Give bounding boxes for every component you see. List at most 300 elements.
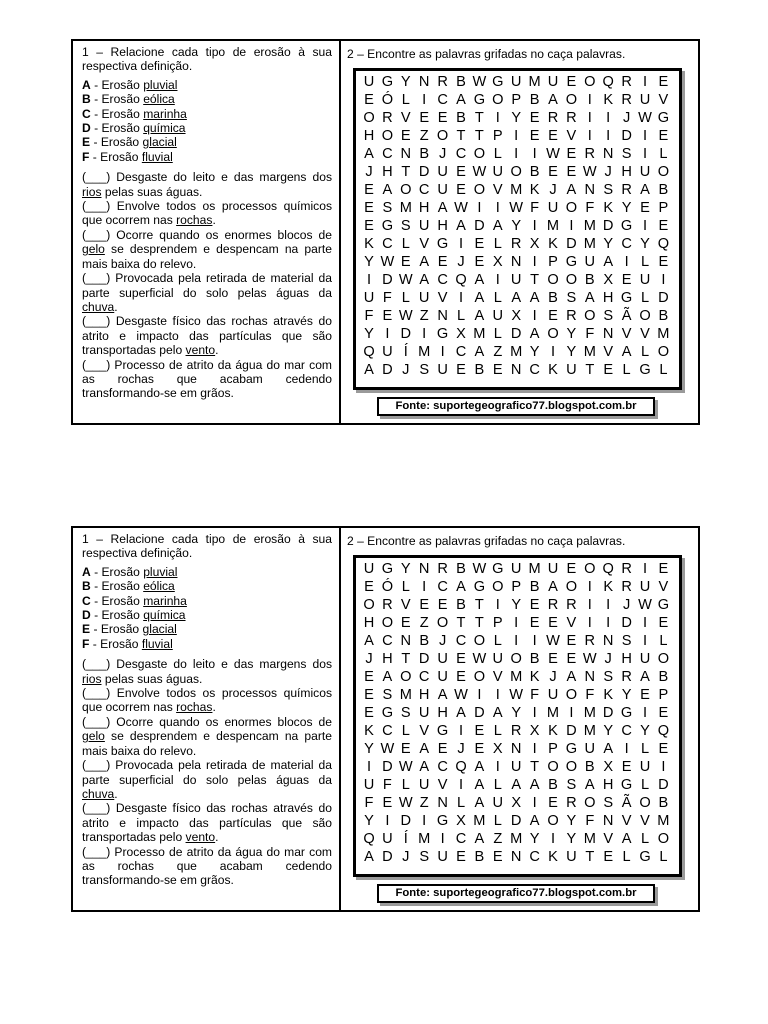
grid-letter: S: [603, 795, 614, 811]
grid-letter: A: [364, 146, 374, 162]
erosion-type-word: química: [143, 121, 186, 136]
grid-letter: Ã: [621, 795, 632, 811]
grid-letter: D: [382, 272, 393, 288]
grid-letter: G: [565, 254, 578, 270]
grid-letter: Y: [364, 254, 374, 270]
definition-item: [82, 228, 332, 271]
grid-letter: M: [583, 705, 596, 721]
grid-letter: O: [473, 182, 486, 198]
erosion-type-item: E - Erosão glacial: [82, 135, 177, 150]
grid-letter: Ó: [381, 92, 394, 108]
grid-letter: E: [437, 110, 448, 126]
grid-letter: T: [474, 128, 484, 144]
grid-letter: E: [400, 254, 411, 270]
grid-letter: B: [658, 795, 669, 811]
grid-letter: R: [382, 110, 393, 126]
grid-letter: P: [492, 128, 503, 144]
grid-letter: L: [640, 290, 650, 306]
grid-letter: E: [437, 741, 448, 757]
grid-letter: I: [422, 92, 427, 108]
grid-letter: T: [401, 164, 411, 180]
grid-letter: I: [642, 218, 648, 234]
grid-letter: V: [492, 182, 503, 198]
grid-letter: T: [401, 651, 411, 667]
grid-letter: B: [456, 561, 466, 577]
grid-letter: I: [532, 705, 537, 721]
erosion-type-prefix: Erosão: [101, 77, 140, 92]
erosion-type-letter: D: [82, 121, 91, 136]
grid-letter: K: [603, 200, 614, 216]
grid-letter: P: [492, 615, 503, 631]
grid-letter: N: [418, 561, 430, 577]
grid-letter: A: [603, 741, 614, 757]
grid-letter: E: [548, 164, 558, 180]
erosion-type-letter: F: [82, 636, 90, 651]
grid-letter: S: [400, 218, 411, 234]
grid-letter: L: [640, 777, 650, 793]
grid-letter: A: [437, 200, 448, 216]
definition-item: [82, 686, 332, 715]
grid-letter: Ó: [381, 579, 394, 595]
grid-letter: E: [364, 218, 374, 234]
grid-letter: E: [529, 615, 540, 631]
grid-letter: M: [546, 218, 560, 234]
definition-item: [82, 715, 332, 758]
grid-letter: E: [456, 651, 466, 667]
grid-letter: A: [492, 705, 503, 721]
grid-letter: N: [584, 182, 596, 198]
grid-letter: K: [603, 92, 614, 108]
grid-letter: T: [585, 362, 595, 378]
grid-letter: E: [456, 362, 466, 378]
grid-letter: R: [621, 74, 632, 90]
grid-letter: V: [640, 813, 650, 829]
grid-letter: D: [658, 290, 669, 306]
grid-letter: F: [382, 777, 392, 793]
grid-letter: F: [585, 687, 595, 703]
grid-letter: Ã: [621, 308, 632, 324]
grid-letter: I: [587, 110, 592, 126]
grid-letter: K: [548, 849, 558, 865]
grid-letter: U: [363, 74, 375, 90]
erosion-type-letter: C: [82, 106, 91, 121]
grid-letter: G: [436, 236, 449, 252]
grid-letter: M: [583, 344, 596, 360]
grid-letter: O: [584, 561, 596, 577]
grid-letter: V: [621, 813, 632, 829]
grid-letter: L: [401, 777, 410, 793]
word-search-grid: [353, 68, 682, 390]
grid-letter: Y: [529, 344, 540, 360]
grid-letter: O: [473, 633, 486, 649]
grid-letter: I: [514, 633, 519, 649]
grid-letter: L: [401, 579, 410, 595]
grid-letter: T: [474, 597, 484, 613]
grid-letter: I: [532, 254, 537, 270]
grid-letter: B: [529, 579, 540, 595]
grid-letter: W: [546, 633, 560, 649]
grid-letter: J: [402, 849, 410, 865]
answer-blank: (___): [82, 314, 111, 329]
grid-letter: I: [514, 128, 519, 144]
definition-text-end: .: [212, 700, 216, 715]
grid-letter: E: [419, 110, 430, 126]
grid-letter: M: [528, 74, 541, 90]
grid-letter: B: [456, 74, 466, 90]
definition-text: Desgaste físico das rochas através do atrito e impacto das partículas que são transportadas pelo: [82, 314, 332, 358]
grid-letter: O: [400, 669, 412, 685]
grid-letter: W: [454, 687, 468, 703]
answer-blank: (___): [82, 199, 111, 214]
answer-blank: (___): [82, 686, 111, 701]
grid-letter: H: [363, 615, 375, 631]
grid-letter: L: [401, 723, 410, 739]
highlighted-word: rios: [82, 184, 102, 199]
grid-letter: O: [657, 651, 670, 667]
erosion-type-prefix: Erosão: [101, 106, 140, 121]
grid-letter: N: [510, 254, 522, 270]
grid-letter: C: [437, 92, 448, 108]
definitions-list: [82, 170, 332, 401]
grid-letter: I: [550, 831, 556, 847]
grid-letter: Y: [529, 831, 540, 847]
grid-letter: C: [529, 849, 540, 865]
grid-letter: E: [658, 254, 669, 270]
grid-letter: M: [418, 344, 431, 360]
definition-item: [82, 170, 332, 199]
grid-letter: Y: [511, 218, 522, 234]
grid-letter: E: [437, 254, 448, 270]
grid-letter: H: [602, 290, 614, 306]
grid-letter: P: [658, 200, 669, 216]
grid-letter: B: [529, 164, 540, 180]
grid-letter: F: [382, 290, 392, 306]
grid-letter: J: [438, 633, 447, 649]
grid-letter: T: [456, 128, 466, 144]
grid-letter: K: [529, 182, 540, 198]
erosion-type-word: fluvial: [141, 149, 173, 164]
grid-letter: D: [382, 849, 393, 865]
grid-letter: K: [603, 687, 614, 703]
grid-letter: E: [548, 651, 558, 667]
definition-item: [82, 358, 332, 401]
grid-letter: V: [437, 777, 448, 793]
grid-letter: R: [621, 182, 632, 198]
grid-letter: A: [474, 795, 485, 811]
grid-letter: L: [659, 633, 668, 649]
grid-letter: O: [381, 615, 394, 631]
definition-item: [82, 657, 332, 686]
grid-letter: L: [493, 146, 502, 162]
definition-text: Desgaste físico das rochas através do atrito e impacto das partículas que são transportadas pelo: [82, 801, 332, 845]
grid-letter: A: [364, 849, 374, 865]
grid-letter: G: [473, 579, 486, 595]
erosion-type-prefix: Erosão: [100, 149, 139, 164]
grid-letter: A: [382, 182, 393, 198]
grid-letter: H: [621, 651, 632, 667]
grid-letter: I: [661, 759, 666, 775]
grid-letter: E: [603, 849, 614, 865]
grid-letter: M: [583, 236, 596, 252]
grid-letter: W: [472, 164, 487, 180]
grid-letter: Y: [603, 236, 614, 252]
grid-letter: L: [622, 362, 631, 378]
grid-letter: I: [366, 272, 372, 288]
grid-letter: E: [658, 741, 669, 757]
grid-letter: I: [569, 218, 574, 234]
grid-letter: A: [382, 669, 393, 685]
grid-letter: A: [419, 272, 430, 288]
grid-letter: I: [624, 254, 629, 270]
grid-letter: I: [606, 128, 611, 144]
grid-letter: A: [456, 92, 466, 108]
grid-letter: W: [638, 110, 652, 126]
answer-blank: (___): [82, 714, 111, 729]
grid-letter: U: [510, 272, 522, 288]
grid-letter: K: [548, 236, 558, 252]
grid-letter: U: [639, 272, 651, 288]
grid-letter: H: [621, 164, 632, 180]
grid-letter: E: [474, 723, 485, 739]
grid-letter: D: [418, 164, 430, 180]
grid-letter: L: [493, 723, 502, 739]
grid-letter: R: [566, 795, 577, 811]
grid-letter: O: [547, 759, 559, 775]
grid-letter: J: [622, 597, 631, 613]
grid-letter: A: [474, 290, 485, 306]
grid-letter: A: [474, 831, 485, 847]
grid-letter: R: [566, 597, 577, 613]
grid-letter: E: [474, 254, 485, 270]
grid-letter: C: [437, 579, 448, 595]
grid-letter: E: [382, 795, 393, 811]
definition-text-end: se desprendem e despencam na parte mais baixa do relevo.: [82, 242, 332, 271]
grid-letter: U: [639, 759, 651, 775]
definition-text: Ocorre quando os enormes blocos de: [110, 714, 332, 729]
grid-letter: R: [510, 236, 522, 252]
grid-letter: U: [584, 741, 596, 757]
grid-letter: E: [364, 200, 374, 216]
grid-letter: G: [620, 705, 633, 721]
grid-letter: G: [639, 849, 651, 865]
grid-letter: T: [585, 849, 595, 865]
grid-letter: S: [621, 146, 632, 162]
grid-letter: R: [547, 597, 559, 613]
grid-letter: E: [658, 218, 669, 234]
grid-letter: E: [364, 705, 374, 721]
grid-letter: I: [422, 579, 427, 595]
grid-letter: J: [457, 254, 465, 270]
grid-letter: O: [657, 344, 670, 360]
grid-letter: A: [529, 813, 540, 829]
definition-item: [82, 199, 332, 228]
grid-letter: I: [606, 597, 611, 613]
grid-letter: E: [603, 362, 614, 378]
erosion-type-word: química: [143, 608, 186, 623]
grid-letter: I: [642, 128, 648, 144]
grid-letter: A: [419, 254, 430, 270]
grid-letter: E: [419, 597, 430, 613]
grid-letter: E: [529, 110, 540, 126]
grid-letter: L: [401, 236, 410, 252]
grid-letter: I: [661, 272, 666, 288]
grid-letter: I: [366, 759, 372, 775]
grid-letter: A: [621, 831, 632, 847]
grid-letter: I: [495, 272, 500, 288]
grid-letter: B: [658, 182, 669, 198]
grid-letter: J: [365, 651, 373, 667]
grid-letter: P: [511, 579, 522, 595]
grid-letter: I: [532, 218, 537, 234]
grid-letter: R: [566, 110, 577, 126]
grid-letter: B: [474, 849, 485, 865]
grid-letter: A: [529, 326, 540, 342]
grid-letter: B: [419, 146, 430, 162]
grid-letter: D: [382, 362, 393, 378]
grid-letter: S: [566, 777, 577, 793]
grid-letter: B: [658, 669, 669, 685]
grid-letter: O: [565, 579, 578, 595]
grid-letter: N: [437, 795, 448, 811]
grid-letter: E: [566, 146, 577, 162]
erosion-type-letter: B: [82, 92, 91, 107]
grid-letter: I: [532, 146, 537, 162]
grid-letter: G: [620, 218, 633, 234]
grid-letter: I: [587, 92, 592, 108]
grid-letter: E: [400, 128, 411, 144]
grid-letter: I: [477, 687, 482, 703]
grid-letter: E: [456, 669, 466, 685]
erosion-types-list: [82, 78, 332, 164]
grid-letter: Y: [511, 110, 522, 126]
grid-letter: S: [400, 705, 411, 721]
grid-letter: X: [511, 308, 522, 324]
grid-letter: B: [548, 290, 558, 306]
erosion-type-word: pluvial: [143, 77, 178, 92]
grid-letter: U: [418, 705, 430, 721]
grid-letter: H: [363, 128, 375, 144]
grid-letter: D: [566, 723, 577, 739]
grid-letter: U: [418, 290, 430, 306]
grid-letter: A: [548, 579, 558, 595]
erosion-type-item: B - Erosão eólica: [82, 92, 175, 107]
definitions-list: [82, 657, 332, 888]
grid-letter: U: [566, 362, 577, 378]
grid-letter: E: [364, 669, 374, 685]
grid-letter: I: [422, 813, 427, 829]
grid-letter: G: [436, 813, 449, 829]
erosion-type-word: fluvial: [141, 636, 173, 651]
definition-text: Envolve todos os processos químicos que ocorrem nas: [82, 686, 332, 715]
erosion-type-letter: D: [82, 608, 91, 623]
grid-letter: N: [602, 633, 614, 649]
grid-letter: J: [604, 164, 612, 180]
grid-letter: E: [640, 200, 650, 216]
grid-letter: A: [603, 254, 614, 270]
highlighted-word: chuva: [82, 786, 115, 801]
grid-letter: C: [418, 182, 430, 198]
grid-letter: E: [492, 849, 503, 865]
grid-letter: V: [658, 92, 669, 108]
grid-letter: E: [400, 615, 411, 631]
grid-letter: H: [418, 200, 430, 216]
grid-letter: J: [365, 164, 373, 180]
erosion-type-prefix: Erosão: [101, 593, 140, 608]
grid-letter: B: [658, 308, 669, 324]
grid-letter: U: [584, 254, 596, 270]
grid-letter: U: [382, 344, 393, 360]
grid-letter: W: [509, 687, 524, 703]
grid-letter: Y: [566, 344, 577, 360]
grid-letter: M: [528, 561, 541, 577]
grid-letter: I: [385, 813, 390, 829]
grid-letter: D: [566, 236, 577, 252]
grid-letter: G: [639, 362, 651, 378]
grid-letter: I: [458, 290, 464, 306]
grid-letter: E: [529, 128, 540, 144]
grid-letter: U: [363, 290, 375, 306]
erosion-type-letter: C: [82, 593, 91, 608]
grid-letter: W: [380, 741, 395, 757]
grid-letter: N: [510, 362, 522, 378]
grid-letter: O: [363, 110, 375, 126]
grid-letter: I: [532, 308, 537, 324]
grid-letter: Q: [363, 344, 375, 360]
grid-letter: A: [566, 182, 577, 198]
grid-letter: F: [585, 813, 595, 829]
grid-letter: J: [549, 182, 557, 198]
grid-letter: A: [511, 777, 522, 793]
grid-letter: V: [603, 831, 614, 847]
highlighted-word: rochas: [176, 700, 213, 715]
question-1-panel: [73, 41, 341, 423]
grid-letter: I: [440, 344, 445, 360]
grid-letter: W: [472, 561, 487, 577]
grid-letter: I: [495, 597, 500, 613]
grid-letter: R: [566, 308, 577, 324]
grid-letter: G: [436, 326, 449, 342]
grid-letter: R: [437, 74, 448, 90]
grid-letter: M: [510, 831, 523, 847]
grid-letter: F: [585, 200, 595, 216]
grid-letter: U: [639, 92, 651, 108]
grid-letter: J: [438, 146, 447, 162]
grid-letter: Y: [621, 200, 632, 216]
grid-letter: M: [473, 326, 486, 342]
definition-text-end: pelas suas águas.: [101, 184, 203, 199]
grid-letter: L: [640, 831, 650, 847]
grid-letter: A: [584, 290, 595, 306]
grid-letter: O: [584, 308, 596, 324]
grid-letter: G: [381, 705, 394, 721]
grid-letter: Z: [493, 344, 503, 360]
grid-letter: I: [642, 74, 648, 90]
grid-letter: C: [621, 723, 632, 739]
grid-letter: E: [400, 741, 411, 757]
grid-letter: D: [621, 128, 632, 144]
grid-letter: R: [621, 92, 632, 108]
grid-letter: T: [530, 272, 540, 288]
grid-letter: O: [584, 74, 596, 90]
grid-letter: F: [530, 687, 540, 703]
grid-letter: X: [456, 813, 466, 829]
erosion-type-prefix: Erosão: [100, 135, 140, 150]
source-credit: Fonte: suportegeografico77.blogspot.com.br: [377, 884, 655, 903]
grid-letter: E: [566, 164, 577, 180]
grid-letter: M: [510, 182, 523, 198]
grid-letter: G: [473, 92, 486, 108]
grid-letter: Y: [603, 723, 614, 739]
